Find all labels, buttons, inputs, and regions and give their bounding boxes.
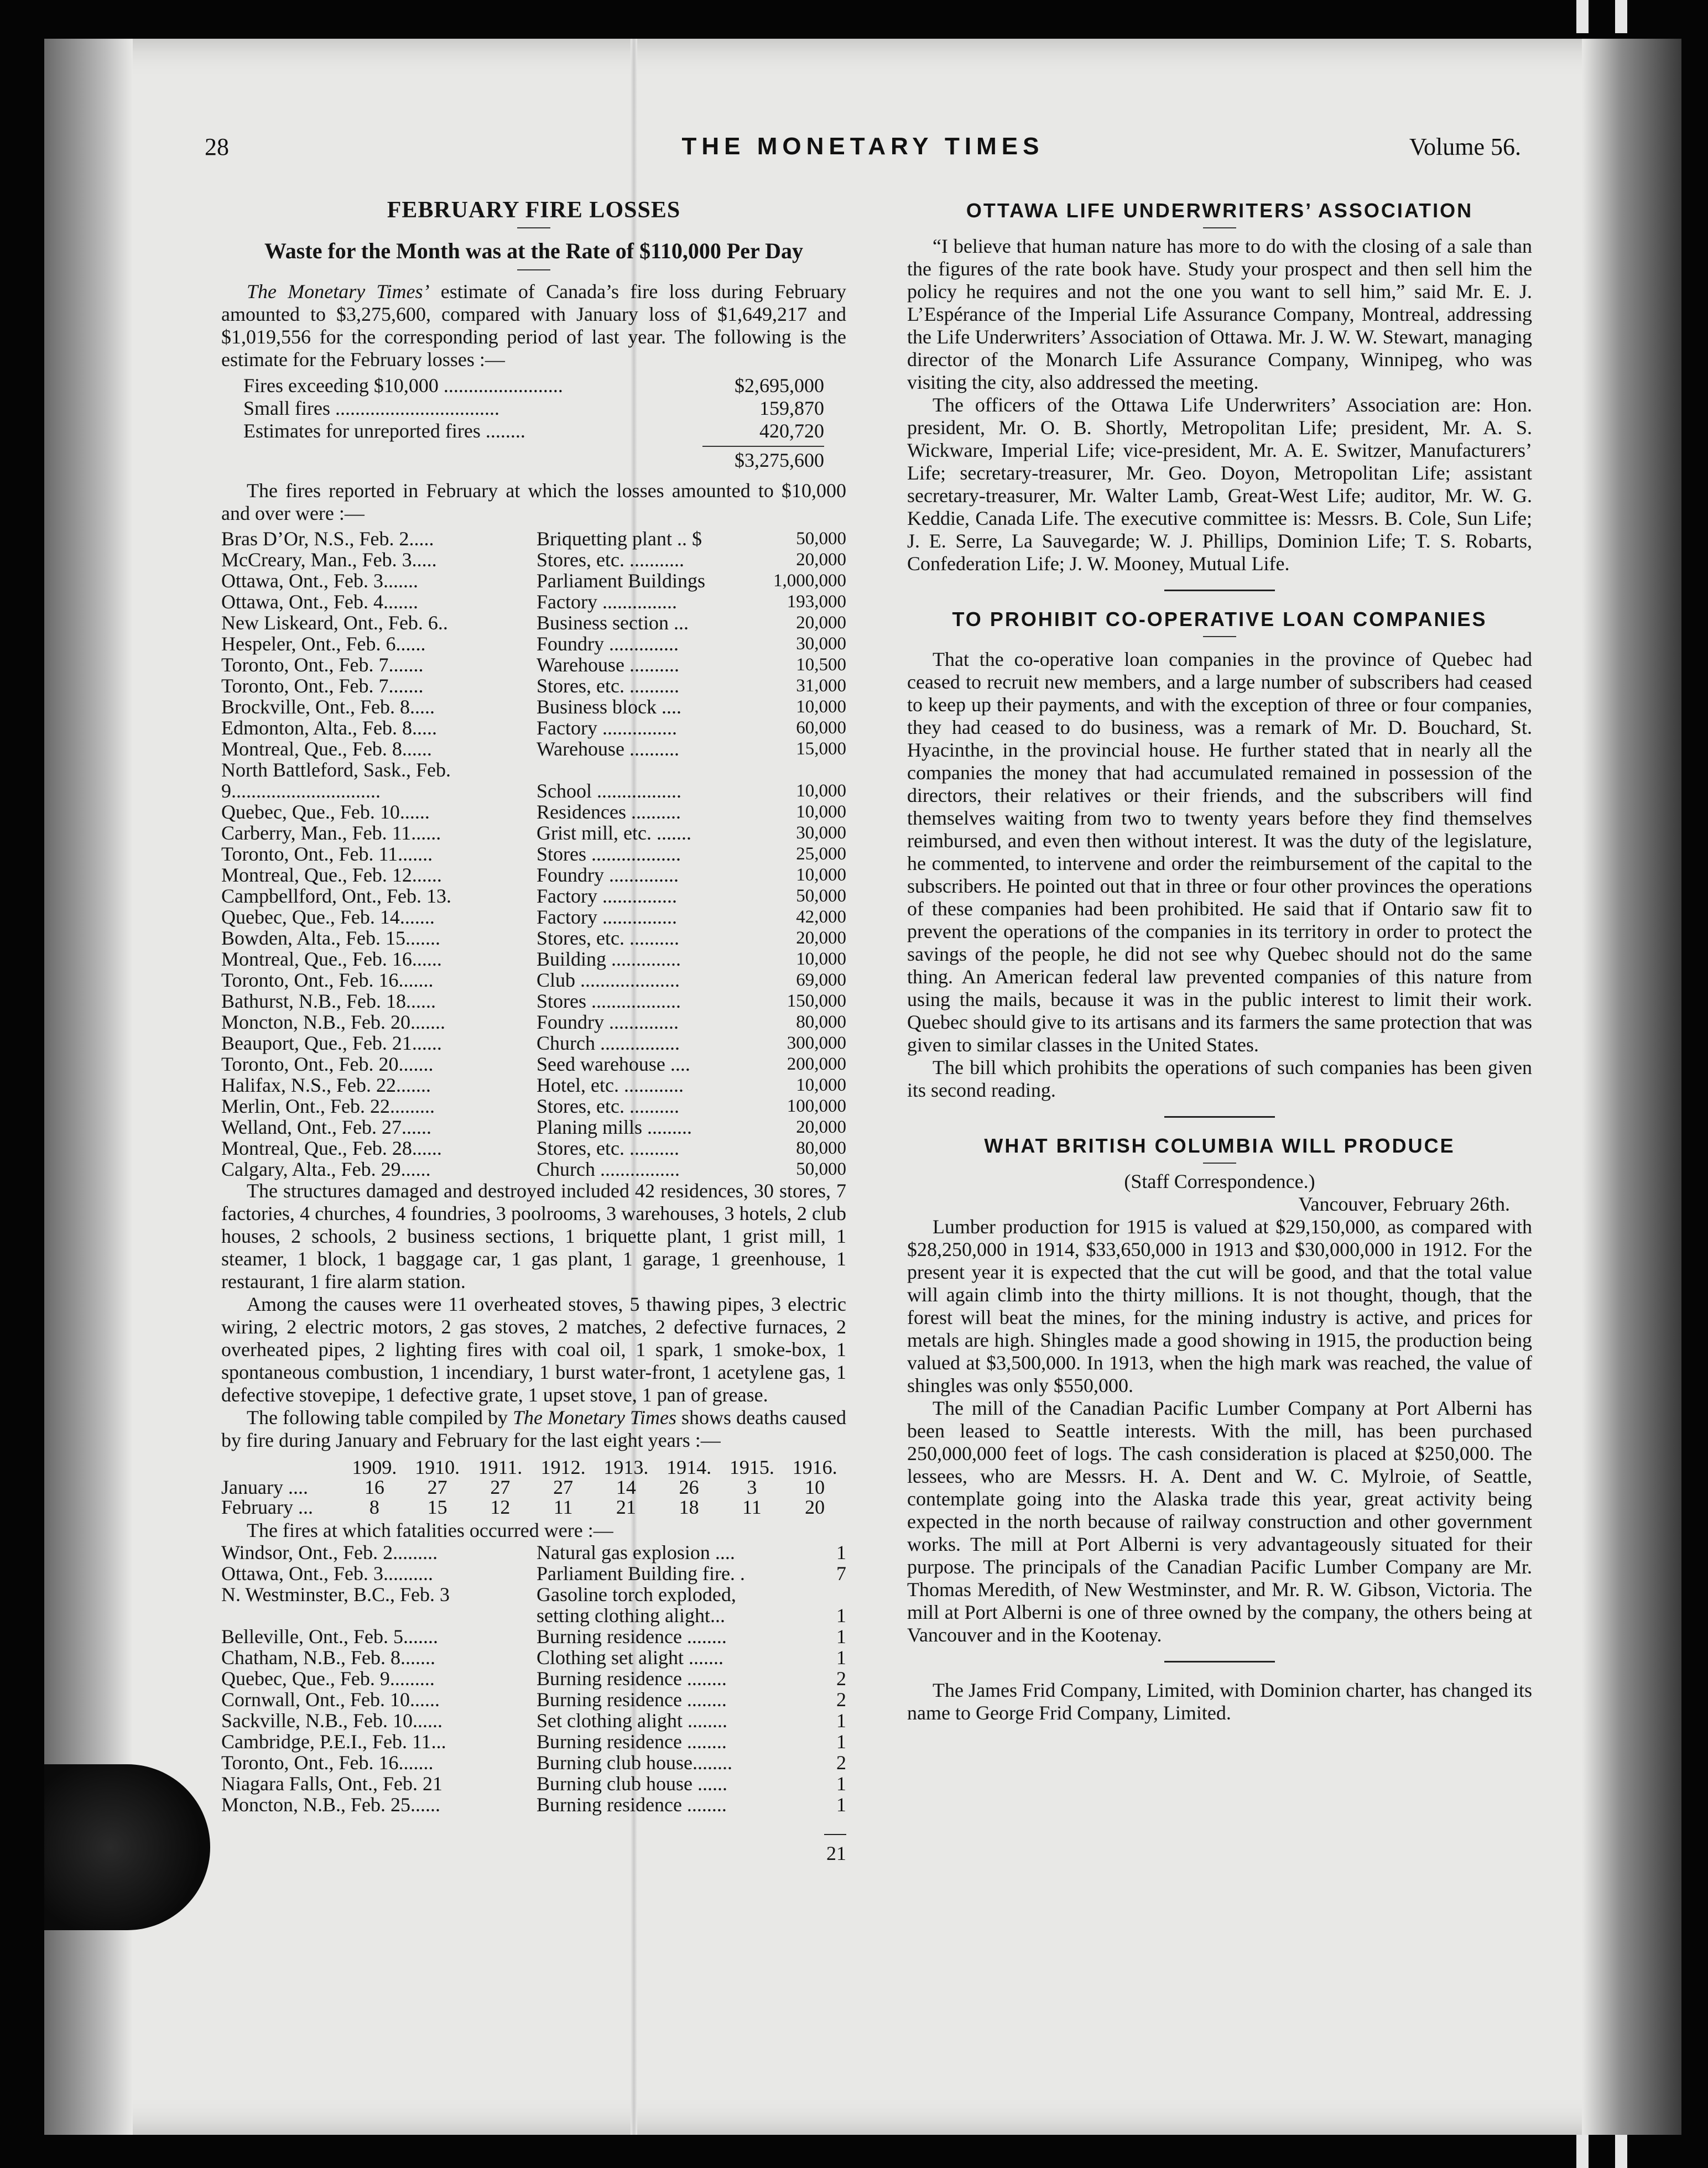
- volume-label: Volume 56.: [1409, 133, 1521, 160]
- fire-kind: Factory ...............: [537, 717, 677, 739]
- fire-row: [221, 549, 846, 570]
- staff-correspondence: (Staff Correspondence.): [1124, 1170, 1315, 1192]
- year-header: 1914.: [666, 1456, 712, 1478]
- film-marker: [1615, 2135, 1627, 2168]
- death-count: 21: [616, 1496, 636, 1518]
- fire-row: [221, 717, 846, 738]
- fatality-cause: Parliament Building fire. .: [537, 1562, 745, 1585]
- film-marker: [1576, 2135, 1589, 2168]
- structures-paragraph: The structures damaged and destroyed included 42 residences, 30 stores, 7 factories, 4 churches, 4 foundries, 3 poolrooms, 3 warehouses, 3 hotels, 2 club houses, 2 schools, 2 business sections, 1 briquette plant, 1 grist mill, 1 steamer, 1 block, 1 baggage car, 1 gas plant, 1 garage, 1 greenhouse, 1 restaurant, 1 fire alarm station.: [221, 1180, 846, 1293]
- fire-row: [221, 843, 846, 864]
- fire-loss: 100,000: [787, 1096, 846, 1116]
- fire-row: [221, 633, 846, 654]
- divider: [1203, 636, 1236, 637]
- fire-loss: 10,000: [796, 802, 846, 822]
- fire-row: [221, 675, 846, 696]
- fire-loss: 20,000: [796, 550, 846, 570]
- fire-loss: 1,000,000: [773, 571, 846, 591]
- divider: [1203, 1163, 1236, 1164]
- fatality-place: Quebec, Que., Feb. 9.........: [221, 1667, 435, 1690]
- intro-paragraph: The Monetary Times’ estimate of Canada’s fire loss during February amounted to $3,275,600, compared with January loss of $1,649,217 and $1,019,556 for the corresponding period of last year. The following is the estimate for the February losses :—: [221, 280, 847, 371]
- fire-loss: 30,000: [796, 823, 846, 843]
- fire-place: Moncton, N.B., Feb. 20.......: [221, 1011, 445, 1033]
- fire-kind: Church ................: [537, 1158, 680, 1180]
- page-edge-shadow: [1582, 39, 1681, 2135]
- fire-kind: Parliament Buildings: [537, 570, 705, 592]
- fire-place: Montreal, Que., Feb. 16......: [221, 948, 442, 970]
- loan-paragraph: The bill which prohibits the operations of such companies has been given its second reading.: [907, 1056, 1532, 1101]
- fire-place: Bathurst, N.B., Feb. 18......: [221, 990, 436, 1012]
- death-count: 20: [805, 1496, 825, 1518]
- divider: [1203, 227, 1236, 228]
- fatality-place: Sackville, N.B., Feb. 10......: [221, 1710, 442, 1732]
- fire-row: [221, 1054, 846, 1075]
- fatality-row: [221, 1563, 846, 1584]
- fire-row: [221, 1075, 846, 1096]
- fire-loss: 69,000: [796, 970, 846, 990]
- fire-place: Calgary, Alta., Feb. 29......: [221, 1158, 431, 1180]
- ottawa-paragraph: The officers of the Ottawa Life Underwriters’ Association are: Hon. president, Mr. O. B. Shortly, Metropolitan Life; president, Mr. A. S. Wickware, Imperial Life; vice-president, Mr. A. E. Switzer, Manufacturers’ Life; secretary-treasurer, Mr. Geo. Doyon, Metropolitan Life; assistant secretary-treasurer, Mr. Walter Lamb, Great-West Life; auditor, Mr. W. G. Keddie, Canada Life. The executive committee is: Messrs. B. Cole, Sun Life; J. E. Serre, La Sauvegarde; W. J. Phillips, Dominion Life; T. S. Robarts, Confederation Life; J. W. Mooney, Mutual Life.: [907, 394, 1532, 575]
- fire-kind: Hotel, etc. ............: [537, 1074, 684, 1096]
- thumb-shadow: [44, 1764, 210, 1930]
- deaths-row: [221, 1477, 846, 1497]
- fire-kind: Club ....................: [537, 969, 680, 991]
- fire-kind: Warehouse ..........: [537, 738, 680, 760]
- section-divider: [1164, 590, 1275, 591]
- estimate-total: $3,275,600: [221, 446, 846, 472]
- fatal-intro: The fires at which fatalities occurred were :—: [247, 1519, 613, 1541]
- fire-row: [221, 948, 846, 970]
- fire-loss: 20,000: [796, 1117, 846, 1137]
- death-count: 27: [553, 1476, 574, 1498]
- fire-row: [221, 991, 846, 1012]
- fire-place: McCreary, Man., Feb. 3.....: [221, 549, 437, 571]
- film-marker: [1615, 0, 1627, 33]
- death-count: 3: [747, 1476, 757, 1498]
- fire-row: [221, 654, 846, 675]
- fire-kind: Stores, etc. ..........: [537, 927, 679, 949]
- fire-row: [221, 885, 846, 906]
- fire-loss: 30,000: [796, 634, 846, 654]
- fire-row: [221, 801, 846, 822]
- fire-place: Bowden, Alta., Feb. 15.......: [221, 927, 440, 949]
- fire-row: [221, 612, 846, 633]
- fire-place: Toronto, Ont., Feb. 11.......: [221, 843, 433, 865]
- fire-place: Toronto, Ont., Feb. 7.......: [221, 675, 424, 697]
- estimate-row: Fires exceeding $10,000 ........................ $2,695,000: [243, 374, 824, 397]
- year-header: 1909.: [352, 1456, 397, 1478]
- fire-row: [221, 1138, 846, 1159]
- fire-kind: Factory ...............: [537, 885, 677, 907]
- fire-place: Montreal, Que., Feb. 28......: [221, 1137, 442, 1159]
- fire-row: [221, 927, 846, 948]
- deaths-row: [221, 1497, 846, 1517]
- fire-loss: [752, 759, 846, 780]
- death-count: 26: [679, 1476, 699, 1498]
- fire-place: Campbellford, Ont., Feb. 13.: [221, 885, 451, 907]
- fire-place: Halifax, N.S., Feb. 22.......: [221, 1074, 431, 1096]
- fire-row: [221, 1096, 846, 1117]
- fatality-row: [221, 1647, 846, 1668]
- fire-kind: Foundry ..............: [537, 864, 679, 886]
- fire-place: Ottawa, Ont., Feb. 3.......: [221, 570, 418, 592]
- deaths-table: [221, 1457, 846, 1517]
- loan-paragraph: That the co-operative loan companies in the province of Quebec had ceased to recruit new members, and a large number of subscribers had ceased to keep up their payments, and with the exception of three or four companies, they had ceased to do business, was a remark of Mr. D. Bouchard, St. Hyacinthe, in the provincial house. He further stated that in nearly all the companies the money that had accumulated remained in possession of the directors, their relatives or their friends, and the subscribers will find themselves waiting from two to twenty years before they find themselves reimbursed, and even then without interest. It was the duty of the legislature, he commented, to intervene and order the reimbursement of the capital to the subscribers. He pointed out that in three or four other provinces the operations of these companies had been prohibited. He said that if Ontario saw fit to prevent the operations of the companies in its territory in order to protect the savings of the people, he did not see why Quebec should not do the same thing. An American federal law prevented companies of this nature from using the mails, because it was in the public interest to limit their work. Quebec should give to its artisans and its farmers the same protection that was given to similar classes in the United States.: [907, 648, 1532, 1056]
- fatality-row: [221, 1710, 846, 1731]
- month-label: February ...: [221, 1496, 313, 1518]
- fatality-n: 1: [836, 1794, 846, 1816]
- year-header: 1912.: [540, 1456, 586, 1478]
- death-count: 11: [553, 1496, 573, 1518]
- fatality-place: Ottawa, Ont., Feb. 3..........: [221, 1562, 433, 1585]
- fire-loss: 50,000: [796, 1159, 846, 1179]
- fatality-place: Chatham, N.B., Feb. 8.......: [221, 1646, 435, 1669]
- fire-loss: 60,000: [796, 718, 846, 738]
- fire-loss: 80,000: [796, 1012, 846, 1032]
- fire-row: [221, 570, 846, 591]
- fire-kind: Factory ...............: [537, 591, 677, 613]
- article-title: FEBRUARY FIRE LOSSES: [387, 197, 681, 223]
- fire-row: [221, 970, 846, 991]
- film-marker: [1576, 0, 1589, 33]
- fire-kind: Stores ..................: [537, 843, 681, 865]
- fatality-n: 1: [836, 1710, 846, 1732]
- death-count: 8: [369, 1496, 379, 1518]
- fatality-n: 7: [836, 1562, 846, 1585]
- fire-loss: 200,000: [787, 1054, 846, 1074]
- fire-kind: Factory ...............: [537, 906, 677, 928]
- death-count: 10: [805, 1476, 825, 1498]
- fatality-cause: Burning residence ........: [537, 1688, 727, 1711]
- fire-kind: Foundry ..............: [537, 633, 679, 655]
- fire-place: 9..............................: [221, 780, 381, 802]
- fire-place: Merlin, Ont., Feb. 22.........: [221, 1095, 435, 1117]
- fire-kind: Foundry ..............: [537, 1011, 679, 1033]
- estimate-row: Small fires ................................. 159,870: [243, 397, 824, 419]
- fatalities-table: [221, 1542, 846, 1815]
- fire-place: North Battleford, Sask., Feb.: [221, 759, 451, 781]
- fire-row: [221, 906, 846, 927]
- death-count: 18: [679, 1496, 699, 1518]
- death-count: 15: [427, 1496, 447, 1518]
- fire-loss: 10,000: [796, 1075, 846, 1095]
- right-column: [907, 199, 1532, 1724]
- fire-kind: Grist mill, etc. .......: [537, 822, 691, 844]
- fire-loss: 42,000: [796, 907, 846, 927]
- fires-table: [221, 528, 846, 1180]
- fire-loss: 20,000: [796, 928, 846, 948]
- fire-kind: Stores, etc. ...........: [537, 549, 684, 571]
- death-count: 14: [616, 1476, 636, 1498]
- fatality-row: [221, 1605, 846, 1626]
- fire-place: Beauport, Que., Feb. 21......: [221, 1032, 442, 1054]
- fire-kind: Planing mills .........: [537, 1116, 692, 1138]
- fatality-cause: Set clothing alight ........: [537, 1710, 727, 1732]
- fire-place: Toronto, Ont., Feb. 16.......: [221, 969, 434, 991]
- divider: [517, 269, 550, 270]
- fatality-n: 2: [836, 1688, 846, 1711]
- fatality-cause: Burning residence ........: [537, 1667, 727, 1690]
- ottawa-paragraph: “I believe that human nature has more to do with the closing of a sale than the figures of the rate book have. Study your prospect and then sell him the policy he requires and not the one you want to sell him,” said Mr. E. J. L’Espérance of the Imperial Life Assurance Company, Montreal, addressing the Life Underwriters’ Association of Ottawa. Mr. J. W. W. Stewart, managing director of the Monarch Life Assurance Company, Winnipeg, who was visiting the city, also addressed the meeting.: [907, 235, 1532, 393]
- year-header: 1916.: [792, 1456, 837, 1478]
- year-header: 1913.: [603, 1456, 649, 1478]
- fire-kind: Seed warehouse ....: [537, 1053, 690, 1075]
- fatality-place: Cambridge, P.E.I., Feb. 11...: [221, 1731, 446, 1753]
- fire-kind: Stores ..................: [537, 990, 681, 1012]
- publication-title: THE MONETARY TIMES: [681, 133, 1044, 160]
- death-count: 11: [742, 1496, 762, 1518]
- fire-place: New Liskeard, Ont., Feb. 6..: [221, 612, 448, 634]
- deaths-header-row: [221, 1457, 846, 1477]
- fire-row: [221, 591, 846, 612]
- fire-loss: 25,000: [796, 844, 846, 864]
- fatality-n: [802, 1584, 846, 1605]
- fatality-cause: Natural gas explosion ....: [537, 1541, 735, 1564]
- fire-place: Bras D’Or, N.S., Feb. 2.....: [221, 528, 434, 550]
- left-column: [221, 199, 846, 1865]
- fire-place: Toronto, Ont., Feb. 20.......: [221, 1053, 434, 1075]
- death-count: 16: [364, 1476, 384, 1498]
- fire-loss: 15,000: [796, 739, 846, 759]
- fatality-place: N. Westminster, B.C., Feb. 3: [221, 1583, 450, 1606]
- fire-place: Montreal, Que., Feb. 12......: [221, 864, 442, 886]
- fire-loss: 10,000: [796, 949, 846, 969]
- loan-title: TO PROHIBIT CO-OPERATIVE LOAN COMPANIES: [952, 608, 1487, 630]
- fire-row: [221, 696, 846, 717]
- fire-loss: 10,500: [796, 655, 846, 675]
- section-divider: [1164, 1116, 1275, 1118]
- fatality-row: [221, 1773, 846, 1794]
- ottawa-title: OTTAWA LIFE UNDERWRITERS’ ASSOCIATION: [966, 199, 1473, 222]
- fire-kind: [537, 759, 752, 780]
- fatality-n: 2: [836, 1752, 846, 1774]
- fire-row: [221, 1033, 846, 1054]
- fire-place: Brockville, Ont., Feb. 8.....: [221, 696, 435, 718]
- page-number: 28: [205, 133, 229, 160]
- fatality-row: [221, 1794, 846, 1815]
- fire-row: [221, 1012, 846, 1033]
- fire-kind: Business block ....: [537, 696, 682, 718]
- death-count: 12: [490, 1496, 511, 1518]
- fatality-row: [221, 1542, 846, 1563]
- fire-place: Quebec, Que., Feb. 10......: [221, 801, 430, 823]
- fire-loss: 50,000: [796, 886, 846, 906]
- causes-paragraph: Among the causes were 11 overheated stoves, 5 thawing pipes, 3 electric wiring, 2 electric motors, 2 gas stoves, 2 matches, 2 defective furnaces, 2 overheated pipes, 2 lighting fires with coal oil, 1 spark, 1 smoke-box, 1 spontaneous combustion, 1 incendiary, 1 burst water-front, 1 acetylene gas, 1 defective stovepipe, 1 defective grate, 1 upset stove, 1 pan of grease.: [221, 1293, 846, 1406]
- estimate-list: [243, 374, 846, 442]
- fire-row: [221, 528, 846, 549]
- fire-kind: Warehouse ..........: [537, 654, 680, 676]
- dateline: Vancouver, February 26th.: [1298, 1193, 1510, 1215]
- fatality-n: 1: [836, 1731, 846, 1753]
- bc-title: WHAT BRITISH COLUMBIA WILL PRODUCE: [984, 1134, 1455, 1157]
- fatality-cause: setting clothing alight...: [537, 1604, 725, 1627]
- fire-row: [221, 864, 846, 885]
- fatality-row: [221, 1626, 846, 1647]
- fatalities-total: 21: [221, 1817, 846, 1865]
- fire-kind: Business section ...: [537, 612, 689, 634]
- fire-loss: 80,000: [796, 1138, 846, 1158]
- fire-place: Montreal, Que., Feb. 8......: [221, 738, 432, 760]
- fire-kind: Briquetting plant .. $: [537, 528, 702, 550]
- fatality-n: 1: [836, 1604, 846, 1627]
- year-header: 1915.: [729, 1456, 774, 1478]
- death-count: 27: [490, 1476, 511, 1498]
- fire-place: Edmonton, Alta., Feb. 8.....: [221, 717, 437, 739]
- year-header: 1910.: [415, 1456, 460, 1478]
- estimate-row: Estimates for unreported fires ........ 420,720: [243, 420, 824, 442]
- article-subtitle: Waste for the Month was at the Rate of $110,000 Per Day: [264, 238, 803, 263]
- fatality-row: [221, 1731, 846, 1752]
- section-divider: [1164, 1661, 1275, 1663]
- fire-loss: 20,000: [796, 613, 846, 633]
- fatality-row: [221, 1689, 846, 1710]
- fire-kind: Residences ..........: [537, 801, 681, 823]
- death-count: 27: [427, 1476, 447, 1498]
- fire-row: [221, 759, 846, 780]
- fire-loss: 193,000: [787, 592, 846, 612]
- deaths-intro: The following table compiled by The Monetary Times shows deaths caused by fire during January and February for the last eight years :—: [221, 1406, 847, 1451]
- fire-loss: 10,000: [796, 865, 846, 885]
- fires-intro: The fires reported in February at which the losses amounted to $10,000 and over were :—: [221, 480, 846, 524]
- fire-loss: 10,000: [796, 781, 846, 801]
- frid-paragraph: The James Frid Company, Limited, with Dominion charter, has changed its name to George Frid Company, Limited.: [907, 1679, 1532, 1724]
- fire-kind: Stores, etc. ..........: [537, 1095, 679, 1117]
- year-header: 1911.: [478, 1456, 523, 1478]
- fire-kind: Building ..............: [537, 948, 681, 970]
- fatality-row: [221, 1584, 846, 1605]
- fatality-cause: Burning residence ........: [537, 1731, 727, 1753]
- fatality-n: 1: [836, 1541, 846, 1564]
- fatality-row: [221, 1752, 846, 1773]
- fatality-place: Toronto, Ont., Feb. 16.......: [221, 1752, 434, 1774]
- fatality-n: 1: [836, 1625, 846, 1648]
- fire-kind: School .................: [537, 780, 682, 802]
- fatality-row: [221, 1668, 846, 1689]
- fire-row: [221, 1117, 846, 1138]
- fatality-place: Cornwall, Ont., Feb. 10......: [221, 1688, 440, 1711]
- fire-kind: Stores, etc. ..........: [537, 1137, 679, 1159]
- fatality-n: 1: [836, 1773, 846, 1795]
- fatality-cause: Clothing set alight .......: [537, 1646, 723, 1669]
- fire-place: Carberry, Man., Feb. 11......: [221, 822, 441, 844]
- fatality-cause: Burning residence ........: [537, 1625, 727, 1648]
- divider: [517, 227, 550, 228]
- fire-loss: 150,000: [787, 991, 846, 1011]
- fire-loss: 50,000: [796, 529, 846, 549]
- month-label: January ....: [221, 1476, 308, 1498]
- fire-place: Ottawa, Ont., Feb. 4.......: [221, 591, 418, 613]
- fire-row: [221, 738, 846, 759]
- fire-kind: Stores, etc. ..........: [537, 675, 679, 697]
- fatality-place: Windsor, Ont., Feb. 2.........: [221, 1541, 438, 1564]
- fire-place: Welland, Ont., Feb. 27......: [221, 1116, 432, 1138]
- fatality-cause: Gasoline torch exploded,: [537, 1583, 736, 1606]
- fatality-place: Niagara Falls, Ont., Feb. 21: [221, 1773, 442, 1795]
- fatality-place: Moncton, N.B., Feb. 25......: [221, 1794, 440, 1816]
- bc-paragraph: Lumber production for 1915 is valued at $29,150,000, as compared with $28,250,000 in 1914, $33,650,000 in 1913 and $30,000,000 in 1912. For the present year it is expected that the cut will be good, and that the total value will again climb into the thirty millions. It is not thought, though, that the forest will beat the mines, for the mining industry is active, and prices for metals are high. Shingles made a good showing in 1915, the production being valued at $3,500,000. In 1913, when the high mark was reached, the value of shingles was only $550,000.: [907, 1216, 1532, 1396]
- fatality-n: 2: [836, 1667, 846, 1690]
- fire-row: [221, 780, 846, 801]
- fire-kind: Church ................: [537, 1032, 680, 1054]
- fatality-cause: Burning club house ......: [537, 1773, 727, 1795]
- fatality-cause: Burning residence ........: [537, 1794, 727, 1816]
- fire-place: Quebec, Que., Feb. 14.......: [221, 906, 435, 928]
- bc-paragraph: The mill of the Canadian Pacific Lumber Company at Port Alberni has been leased to Seattle interests. With the mill, has been purchased 250,000,000 feet of logs. The cash consideration is placed at $250,000. The lessees, who are Messrs. H. A. Dent and W. C. Mylroie, of Seattle, contemplate going into the Alaska trade this year, great activity being expected in the north because of railway construction and other government works. The mill at Port Alberni is very advantageously situated for their purpose. The principals of the Canadian Pacific Lumber Company are Mr. Thomas Meredith, of New Westminster, and Mr. R. W. Gibson, Victoria. The mill at Port Alberni is one of three owned by the company, the others being at Vancouver and in the Kootenay.: [907, 1397, 1532, 1646]
- fatality-cause: Burning club house........: [537, 1752, 732, 1774]
- fatality-n: 1: [836, 1646, 846, 1669]
- fire-place: Toronto, Ont., Feb. 7.......: [221, 654, 424, 676]
- fire-row: [221, 822, 846, 843]
- fire-loss: 300,000: [787, 1033, 846, 1053]
- fire-loss: 31,000: [796, 676, 846, 696]
- fire-place: Hespeler, Ont., Feb. 6......: [221, 633, 426, 655]
- fatality-place: Belleville, Ont., Feb. 5.......: [221, 1625, 438, 1648]
- fire-loss: 10,000: [796, 697, 846, 717]
- fire-row: [221, 1159, 846, 1180]
- fatality-place: [221, 1605, 537, 1626]
